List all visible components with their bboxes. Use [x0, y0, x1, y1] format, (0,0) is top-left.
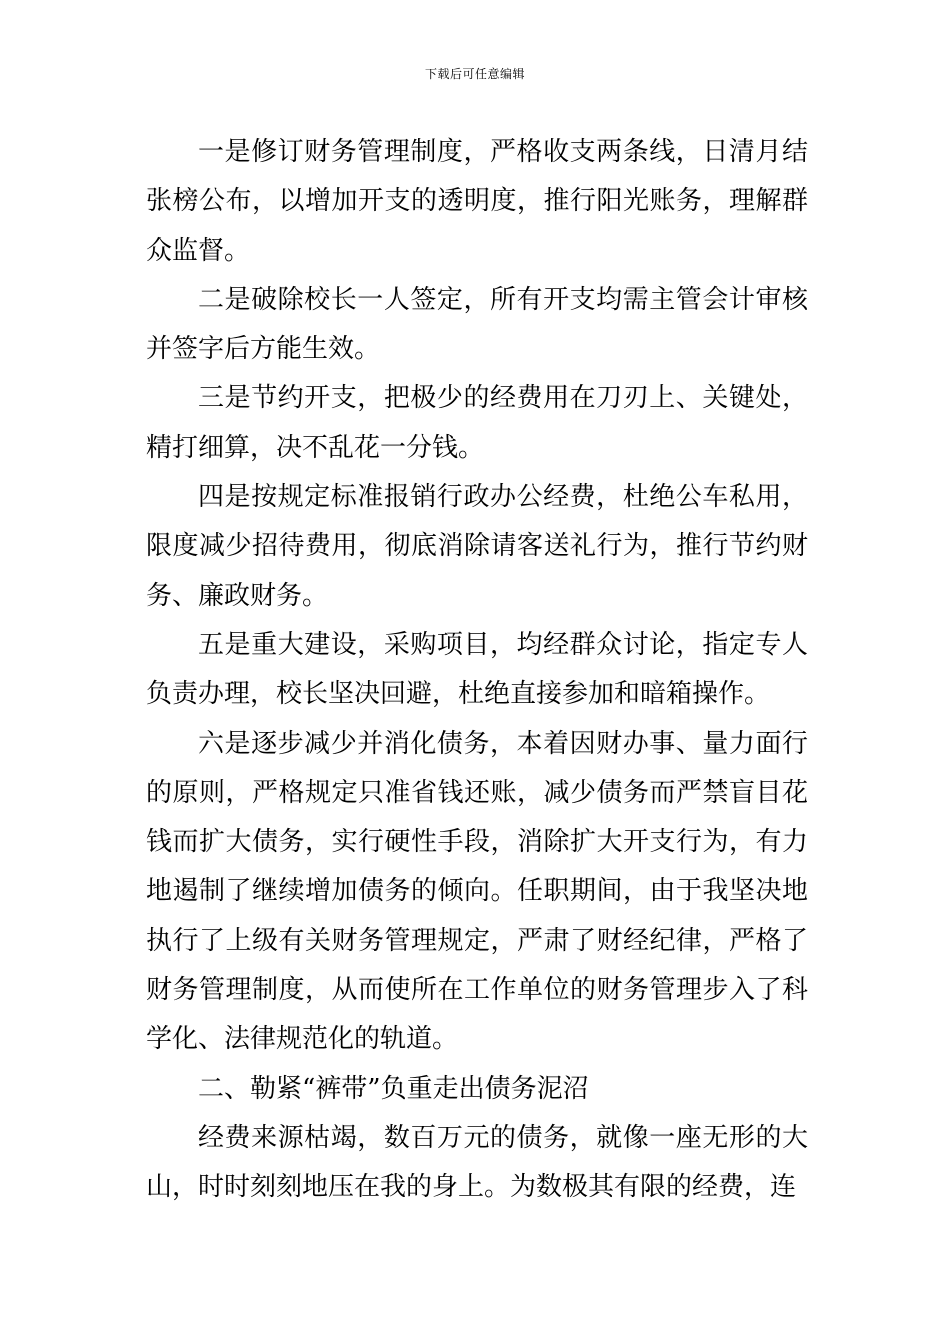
paragraph-3: 三是节约开支，把极少的经费用在刀刃上、关键处，精打细算，决不乱花一分钱。	[146, 383, 808, 463]
section-heading: 二、勒紧“裤带”负重走出债务泥沼	[198, 1073, 589, 1104]
paragraph-6: 六是逐步减少并消化债务，本着因财办事、量力面行的原则，严格规定只准省钱还账，减少债务而严禁盲目花钱而扩大债务，实行硬性手段，消除扩大开支行为，有力地遏制了继续增加债务的倾向。任职期间，由于我坚决地执行了上级有关财务管理规定，严肃了财经纪律，严格了财务管理制度，从而使所在工作单位的财务管理步入了科学化、法律规范化的轨道。	[146, 728, 808, 1055]
paragraph-5: 五是重大建设，采购项目，均经群众讨论，指定专人负责办理，校长坚决回避，杜绝直接参加和暗箱操作。	[146, 629, 808, 710]
paragraph-4: 四是按规定标准报销行政办公经费，杜绝公车私用，限度减少招待费用，彻底消除请客送礼行为，推行节约财务、廉政财务。	[146, 482, 808, 611]
document-body	[146, 128, 808, 1213]
paragraph-7: 经费来源枯竭，数百万元的债务，就像一座无形的大山，时时刻刻地压在我的身上。为数极其有限的经费，连	[146, 1122, 808, 1203]
paragraph-2: 二是破除校长一人签定，所有开支均需主管会计审核并签字后方能生效。	[146, 284, 808, 365]
paragraph-1: 一是修订财务管理制度，严格收支两条线，日清月结张榜公布，以增加开支的透明度，推行阳光账务，理解群众监督。	[146, 137, 808, 266]
page-header: 下载后可任意编辑	[424, 67, 525, 81]
